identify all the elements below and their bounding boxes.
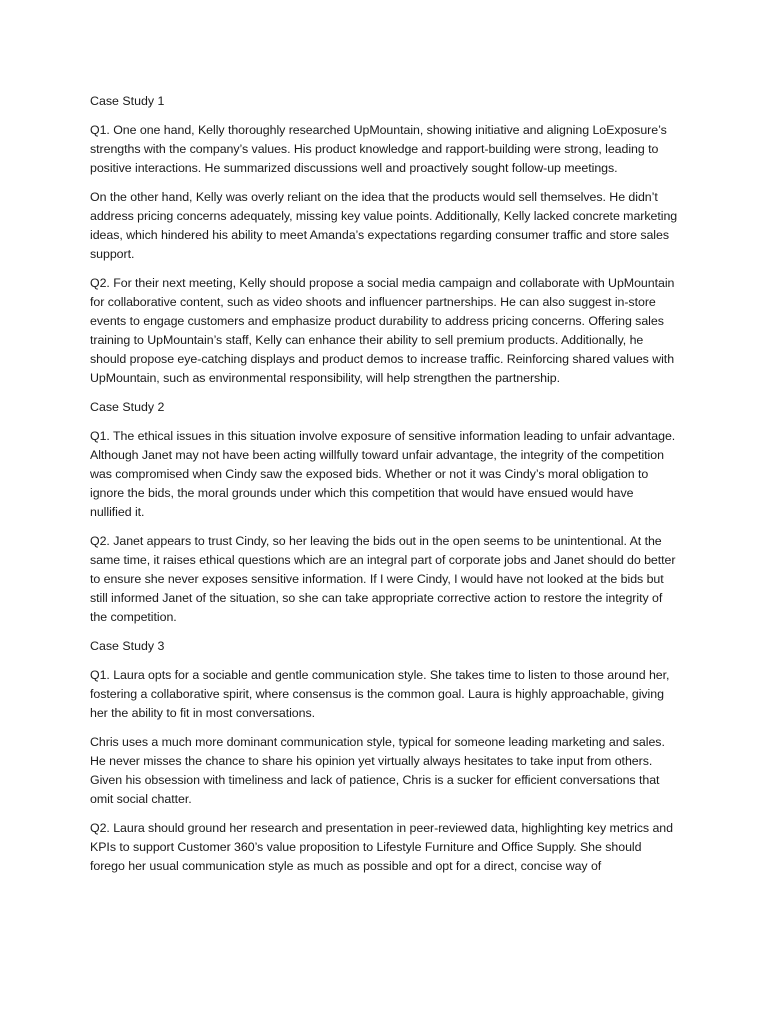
case-study-1-q1-paragraph: Q1. One one hand, Kelly thoroughly researched UpMountain, showing initiative and aligning LoExposure’s strengths with the company’s values. His product knowledge and rapport-building were strong, leading to positive interactions. He summarized discussions well and proactively sought follow-up meetings. — [90, 123, 667, 175]
case-study-2-q2-paragraph: Q2. Janet appears to trust Cindy, so her leaving the bids out in the open seems to be unintentional. At the same time, it raises ethical questions which are an integral part of corporate jobs and Janet should do better to ensure she never exposes sensitive information. If I were Cindy, I would have not looked at the bids but still informed Janet of the situation, so she can take appropriate corrective action to restore the integrity of the competition. — [90, 534, 676, 624]
case-study-1-q2-paragraph: Q2. For their next meeting, Kelly should propose a social media campaign and collaborate with UpMountain for collaborative content, such as video shoots and influencer partnerships. He can also suggest in-store events to engage customers and emphasize product durability to address pricing concerns. Offering sales training to UpMountain’s staff, Kelly can enhance their ability to sell premium products. Additionally, he should propose eye-catching displays and product demos to increase traffic. Reinforcing shared values with UpMountain, such as environmental responsibility, will help strengthen the partnership. — [90, 276, 675, 385]
case-study-2-heading: Case Study 2 — [90, 400, 165, 414]
case-study-1-heading: Case Study 1 — [90, 94, 165, 108]
case-study-2-q1-paragraph: Q1. The ethical issues in this situation involve exposure of sensitive information leading to unfair advantage. Although Janet may not have been acting willfully toward unfair advantage, the integrity of the competition was compromised when Cindy saw the exposed bids. Whether or not it was Cindy’s moral obligation to ignore the bids, the moral grounds under which this competition that would have ensued would have nullified it. — [90, 429, 676, 519]
case-study-1-q1-paragraph-2: On the other hand, Kelly was overly reliant on the idea that the products would sell themselves. He didn’t address pricing concerns adequately, missing key value points. Additionally, Kelly lacked concrete marketing ideas, which hindered his ability to meet Amanda’s expectations regarding consumer traffic and store sales support. — [90, 190, 678, 261]
case-study-3-heading: Case Study 3 — [90, 639, 165, 653]
case-study-3-q2-paragraph: Q2. Laura should ground her research and presentation in peer-reviewed data, highlighting key metrics and KPIs to support Customer 360’s value proposition to Lifestyle Furniture and Office Supply. She should forego her usual communication style as much as possible and opt for a direct, concise way of — [90, 821, 673, 873]
document-page — [90, 92, 678, 886]
case-study-3-q1-paragraph-2: Chris uses a much more dominant communication style, typical for someone leading marketing and sales. He never misses the chance to share his opinion yet virtually always hesitates to take input from others. Given his obsession with timeliness and lack of patience, Chris is a sucker for efficient conversations that omit social chatter. — [90, 735, 665, 806]
case-study-3-q1-paragraph: Q1. Laura opts for a sociable and gentle communication style. She takes time to listen to those around her, fostering a collaborative spirit, where consensus is the common goal. Laura is highly approachable, giving her the ability to fit in most conversations. — [90, 668, 670, 720]
